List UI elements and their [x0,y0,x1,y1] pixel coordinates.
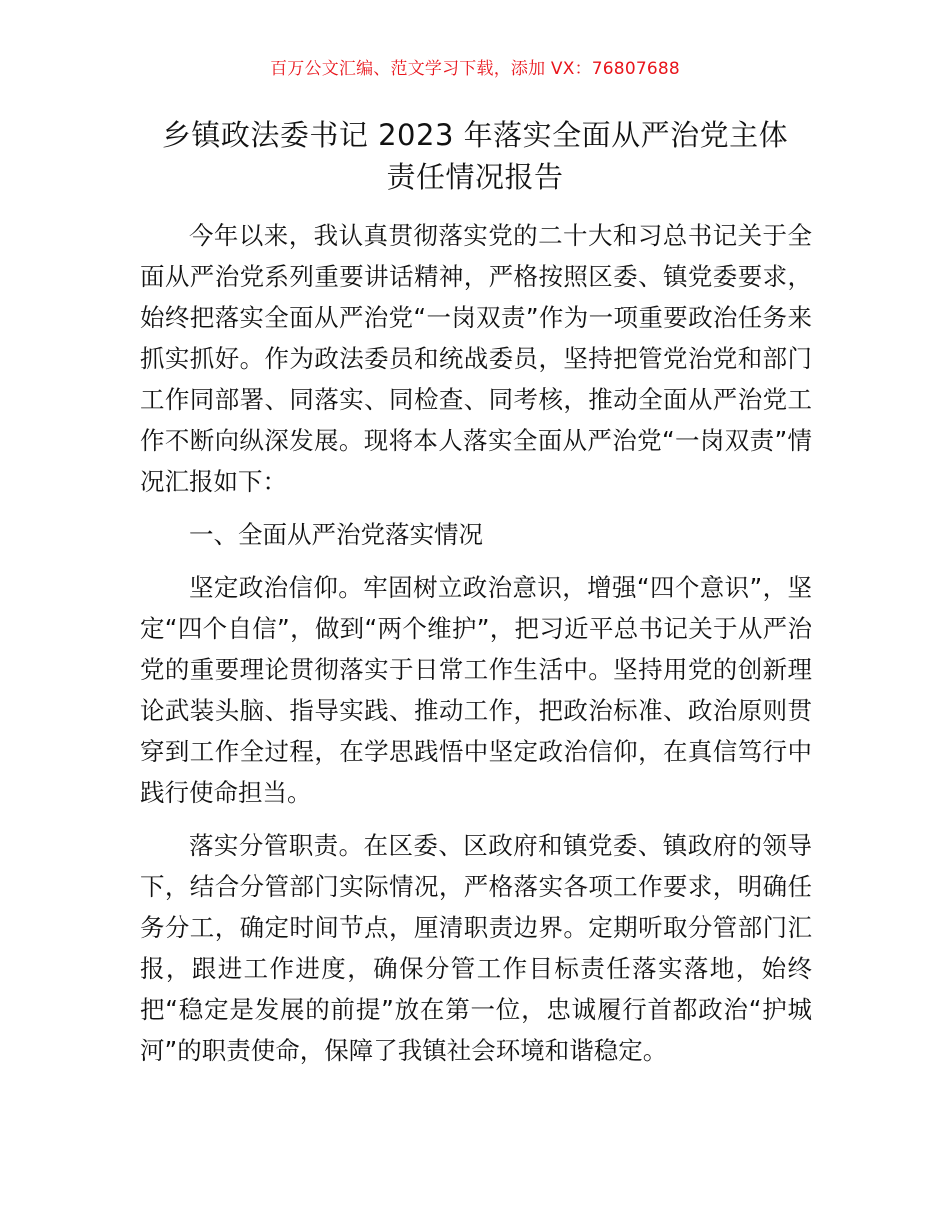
document-title [130,114,820,198]
intro-paragraph: 今年以来，我认真贯彻落实党的二十大和习总书记关于全面从严治党系列重要讲话精神，严格按照区委、镇党委要求，始终把落实全面从严治党“一岗双责”作为一项重要政治任务来抓实抓好。作为政法委员和统战委员，坚持把管党治党和部门工作同部署、同落实、同检查、同考核，推动全面从严治党工作不断向纵深发展。现将本人落实全面从严治党“一岗双责”情况汇报如下： [140,221,812,496]
paragraph-duties: 落实分管职责。在区委、区政府和镇党委、镇政府的领导下，结合分管部门实际情况，严格落实各项工作要求，明确任务分工，确定时间节点，厘清职责边界。定期听取分管部门汇报，跟进工作进度，确保分管工作目标责任落实落地，始终把“稳定是发展的前提”放在第一位，忠诚履行首都政治“护城河”的职责使命，保障了我镇社会环境和谐稳定。 [140,831,812,1065]
paragraph-political-belief: 坚定政治信仰。牢固树立政治意识，增强“四个意识”，坚定“四个自信”，做到“两个维护”，把习近平总书记关于从严治党的重要理论贯彻落实于日常工作生活中。坚持用党的创新理论武装头脑、指导实践、推动工作，把政治标准、政治原则贯穿到工作全过程，在学思践悟中坚定政治信仰，在真信笃行中践行使命担当。 [140,573,812,807]
document-body [140,215,812,1071]
document-title-line-1: 乡镇政法委书记 2023 年落实全面从严治党主体 [161,118,789,152]
watermark-banner: 百万公文汇编、范文学习下载，添加 VX：76807688 [270,59,680,79]
section-heading-1: 一、全面从严治党落实情况 [189,520,483,549]
document-title-line-2: 责任情况报告 [386,160,564,194]
